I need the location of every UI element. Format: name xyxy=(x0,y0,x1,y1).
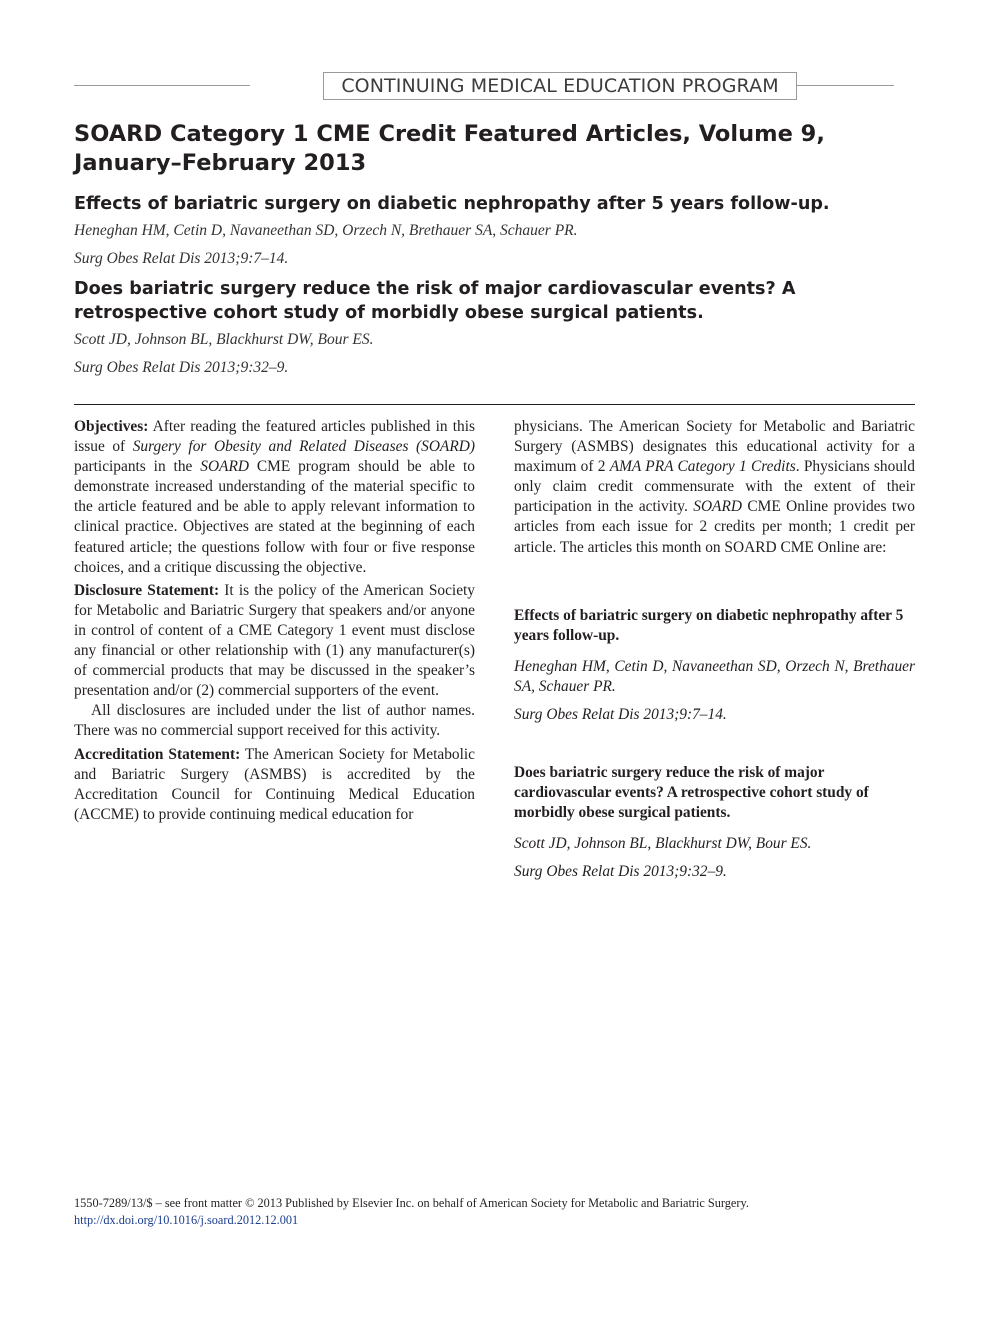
cme-article-citation: Surg Obes Relat Dis 2013;9:7–14. xyxy=(514,706,727,724)
cme-online-paragraph xyxy=(514,417,915,558)
banner-label: CONTINUING MEDICAL EDUCATION PROGRAM xyxy=(323,72,797,100)
article-authors: Scott JD, Johnson BL, Blackhurst DW, Bour ES. xyxy=(74,331,374,348)
copyright-line: 1550-7289/13/$ – see front matter © 2013 Published by Elsevier Inc. on behalf of American Society for Metabolic and Bariatric Surgery. xyxy=(74,1196,749,1210)
article-citation: Surg Obes Relat Dis 2013;9:32–9. xyxy=(74,359,289,376)
cme-article-authors: Heneghan HM, Cetin D, Navaneethan SD, Orzech N, Brethauer SA, Schauer PR. xyxy=(514,658,915,696)
cme-text: CME Online provides two articles from each issue for 2 credits per month; 1 credit per article. The articles this month on SOARD CME Online are: xyxy=(514,498,915,556)
page-footer xyxy=(74,1195,749,1229)
objectives-text: participants in the xyxy=(74,458,201,476)
article-title[interactable]: Effects of bariatric surgery on diabetic nephropathy after 5 years follow-up. xyxy=(74,194,830,214)
soard-name: SOARD xyxy=(200,458,249,476)
accreditation-text: The American Society for Metabolic and Bariatric Surgery (ASMBS) is accredited by the Accreditation Council for Continuing Medical Education (ACCME) to provide continuing medical education for xyxy=(74,745,475,823)
article-title[interactable]: Does bariatric surgery reduce the risk of major cardiovascular events? A retrospective cohort study of morbidly obese surgical patients. xyxy=(74,279,796,323)
disclosure-label: Disclosure Statement: xyxy=(74,581,220,599)
disclosure-followup: All disclosures are included under the list of author names. There was no commercial support received for this activity. xyxy=(74,702,475,740)
section-banner xyxy=(74,72,894,100)
ama-credits: AMA PRA Category 1 Credits xyxy=(609,458,796,476)
article-authors: Heneghan HM, Cetin D, Navaneethan SD, Orzech N, Brethauer SA, Schauer PR. xyxy=(74,222,578,239)
objectives-paragraph xyxy=(74,417,475,578)
disclosure-text: It is the policy of the American Society for Metabolic and Bariatric Surgery that speakers and/or anyone in control of content of a CME Category 1 event must disclose any financial or other relationship with (1) any manufacturer(s) of commercial products that may be discussed in the speaker’s presentation and/or (2) commercial supporters of the event. xyxy=(74,581,475,700)
cme-article-title[interactable]: Does bariatric surgery reduce the risk of major cardiovascular events? A retrospective cohort study of morbidly obese surgical patients. xyxy=(514,764,869,822)
section-divider xyxy=(74,404,915,405)
cme-article-title[interactable]: Effects of bariatric surgery on diabetic nephropathy after 5 years follow-up. xyxy=(514,607,904,645)
featured-article-1 xyxy=(74,192,914,269)
page-title: SOARD Category 1 CME Credit Featured Articles, Volume 9, January–February 2013 xyxy=(74,121,825,176)
featured-article-2 xyxy=(74,277,914,378)
cme-article-2 xyxy=(514,763,915,882)
cme-text: physicians. The American Society for Metabolic and Bariatric Surgery (ASMBS) designates this educational activity for a maximum of 2 xyxy=(514,418,915,476)
accreditation-label: Accreditation Statement: xyxy=(74,745,241,763)
journal-name: Surgery for Obesity and Related Diseases (SOARD) xyxy=(132,438,475,456)
cme-text: . Physicians should only claim credit commensurate with the extent of their participation in the activity. xyxy=(514,458,915,516)
disclosure-paragraph xyxy=(74,581,475,702)
banner-rule-right xyxy=(796,85,894,86)
right-column xyxy=(514,417,915,558)
cme-article-authors: Scott JD, Johnson BL, Blackhurst DW, Bour ES. xyxy=(514,835,812,853)
cme-article-1 xyxy=(514,606,915,725)
article-citation: Surg Obes Relat Dis 2013;9:7–14. xyxy=(74,250,289,267)
accreditation-paragraph xyxy=(74,745,475,825)
doi-link[interactable]: http://dx.doi.org/10.1016/j.soard.2012.12.001 xyxy=(74,1213,299,1227)
soard-name: SOARD xyxy=(693,498,742,516)
objectives-text: CME program should be able to demonstrate increased understanding of the material specific to the article featured and be able to apply relevant information to clinical practice. Objectives are stated at the beginning of each featured article; the questions follow with four or five response choices, and a critique discussing the objective. xyxy=(74,458,475,576)
objectives-text: After reading the featured articles published in this issue of xyxy=(74,418,475,456)
objectives-label: Objectives: xyxy=(74,418,149,435)
banner-rule-left xyxy=(74,85,250,86)
cme-article-citation: Surg Obes Relat Dis 2013;9:32–9. xyxy=(514,863,727,881)
left-column xyxy=(74,417,475,825)
